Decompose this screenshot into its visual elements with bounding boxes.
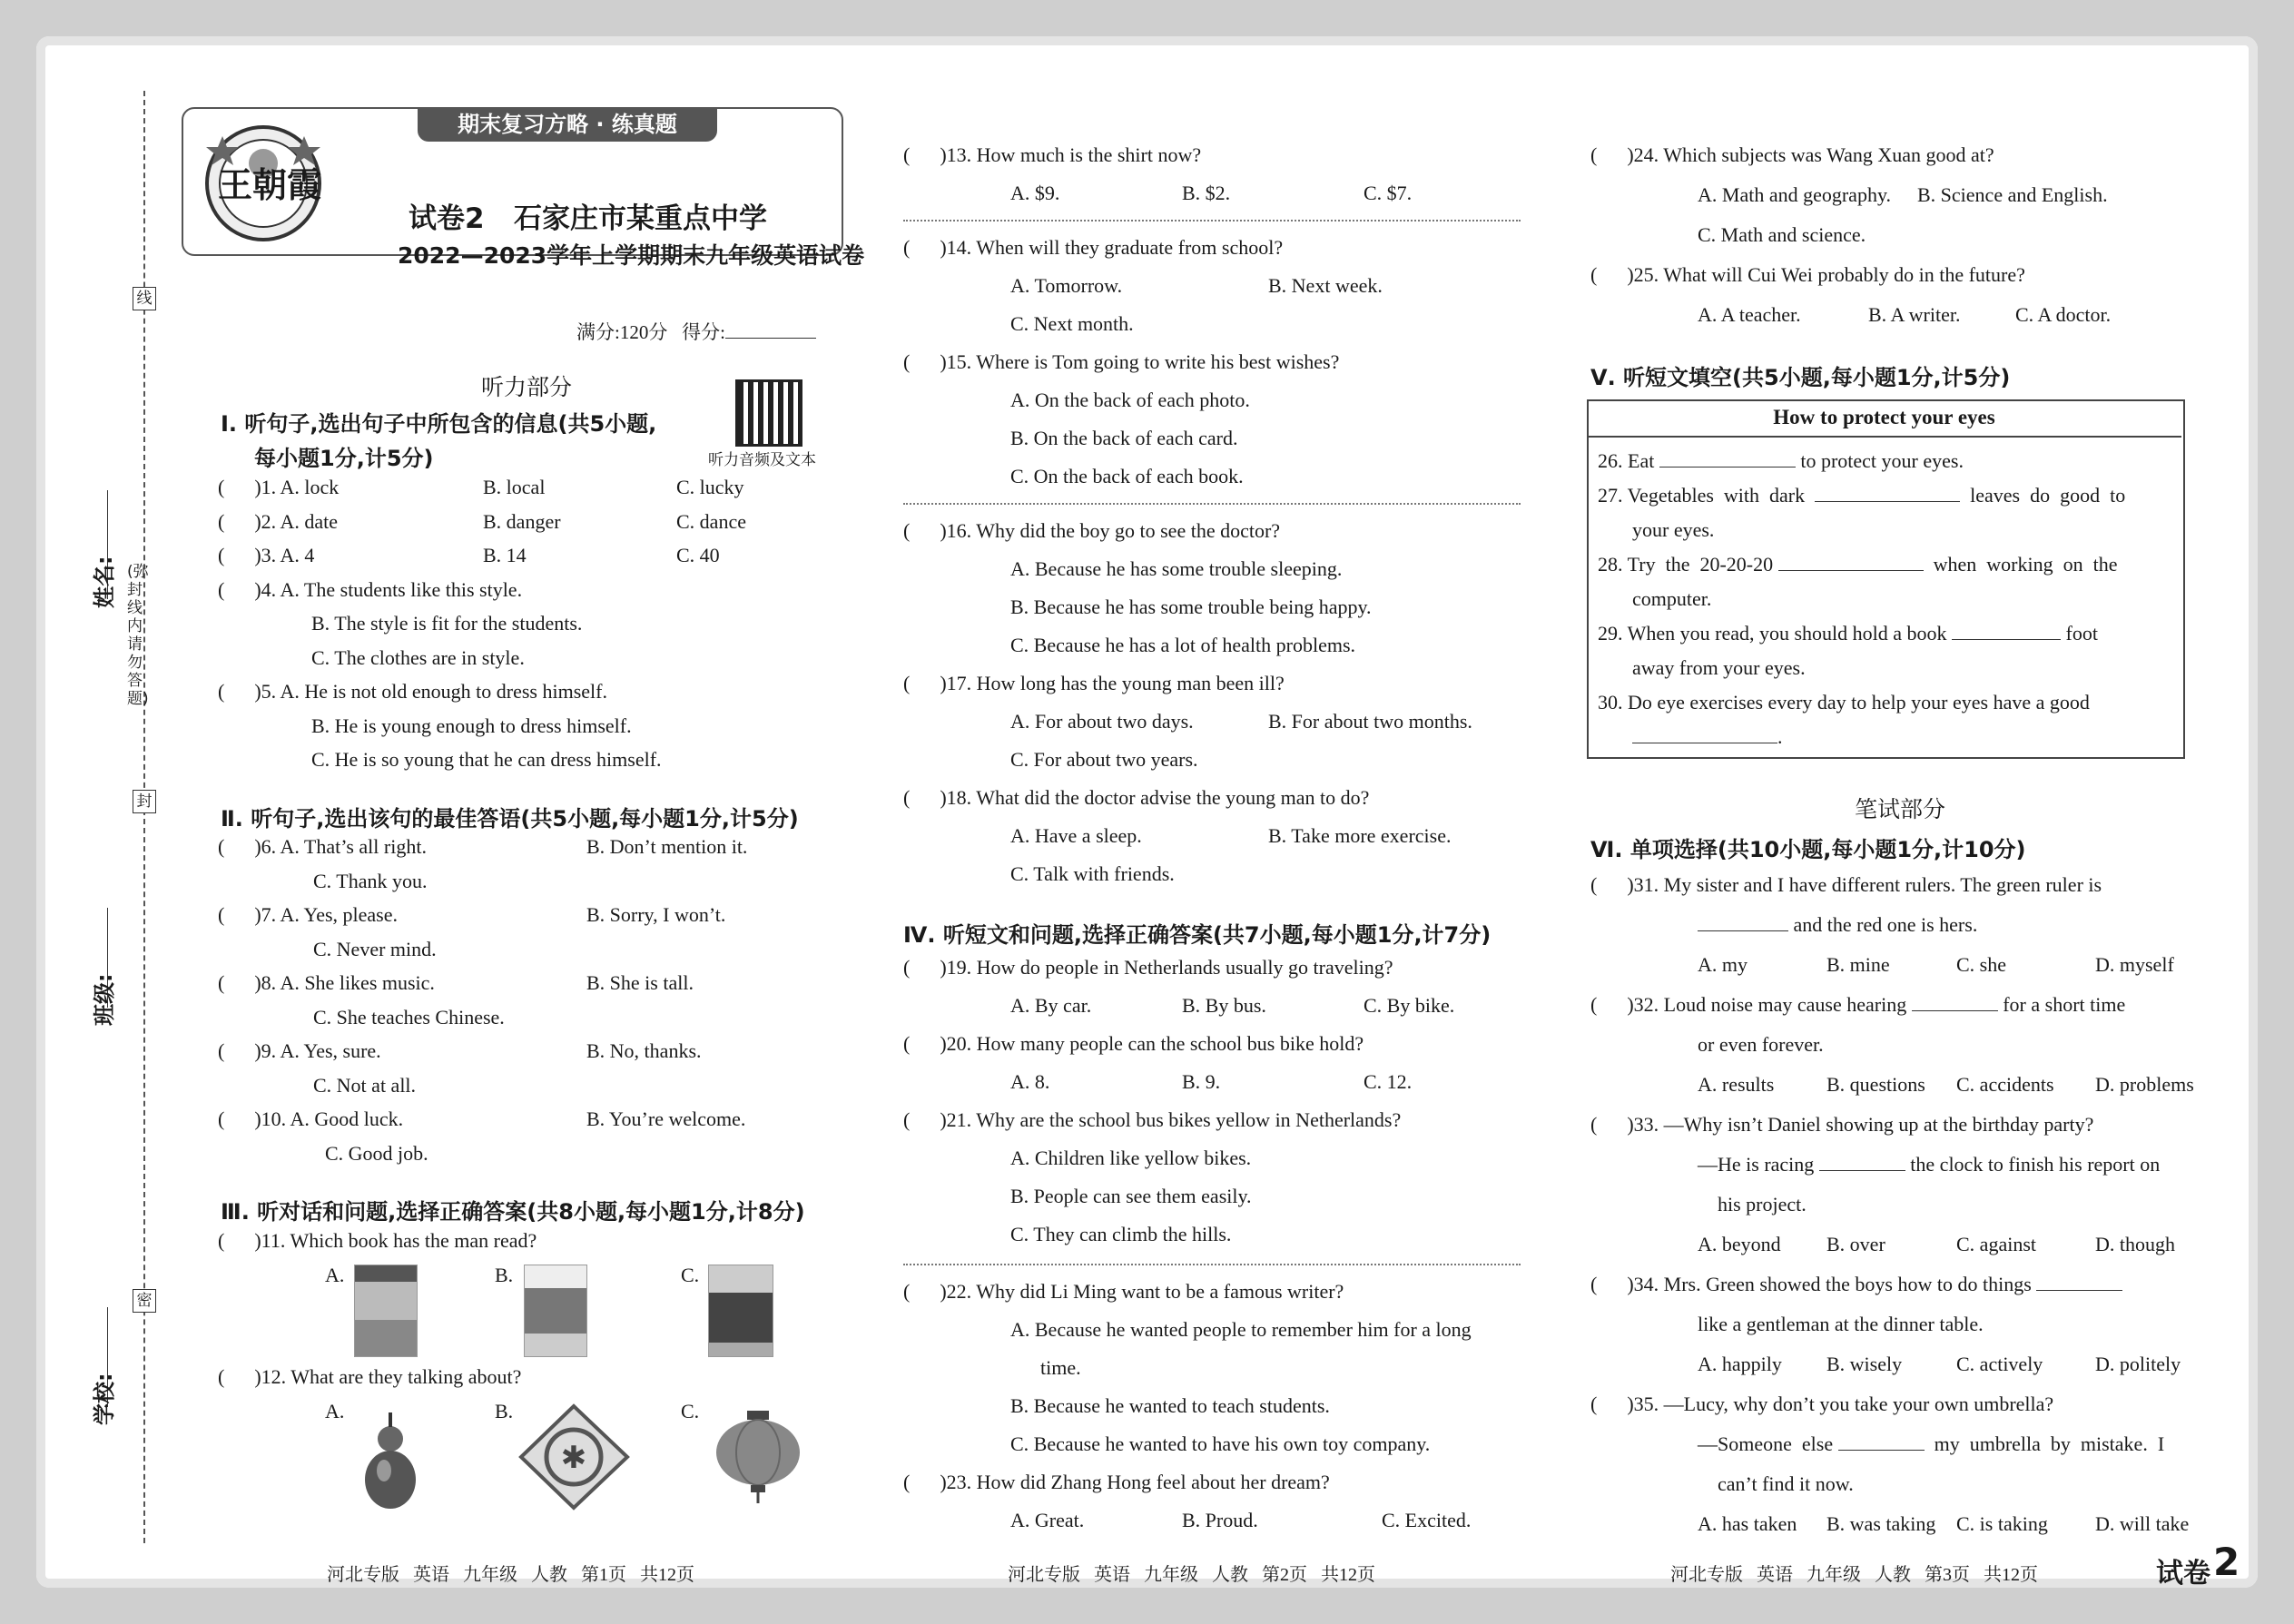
q16[interactable]: ( )16. Why did the boy go to see the doctor?	[903, 519, 1281, 542]
q20-b: B. 9.	[1182, 1070, 1221, 1093]
binding-char-seal: 封	[133, 790, 156, 813]
q5-b: B. He is young enough to dress himself.	[311, 714, 632, 737]
q35-a: A. has taken	[1698, 1512, 1797, 1535]
q16-c: C. Because he has a lot of health problems.	[1010, 634, 1356, 656]
q7-b: B. Sorry, I won’t.	[586, 903, 726, 926]
q33-cont2: his project.	[1718, 1193, 1807, 1216]
q2[interactable]: ( )2. A. date	[218, 510, 338, 533]
class-label: 班级:	[92, 973, 117, 1026]
q23-a: A. Great.	[1010, 1509, 1085, 1531]
footer-page-2: 河北专版 英语 九年级 人教 第2页 共12页	[1008, 1565, 1375, 1585]
q35[interactable]: ( )35. —Lucy, why don’t you take your own umbrella?	[1590, 1393, 2054, 1415]
f28-cont: computer.	[1632, 587, 1712, 610]
q9-b: B. No, thanks.	[586, 1039, 702, 1062]
q19[interactable]: ( )19. How do people in Netherlands usually go traveling?	[903, 956, 1393, 979]
q31-a: A. my	[1698, 953, 1748, 976]
q10-c: C. Good job.	[325, 1142, 428, 1165]
q14[interactable]: ( )14. When will they graduate from school?	[903, 236, 1284, 259]
binding-char-fold: 密	[133, 1289, 156, 1313]
q22-b: B. Because he wanted to teach students.	[1010, 1394, 1330, 1417]
q17-c: C. For about two years.	[1010, 748, 1198, 771]
q21-a: A. Children like yellow bikes.	[1010, 1147, 1252, 1169]
q24-a: A. Math and geography.	[1698, 183, 1892, 206]
q32[interactable]: ( )32. Loud noise may cause hearing for a short time	[1590, 993, 2126, 1016]
paper-label: 试卷	[2156, 1558, 2210, 1590]
q31[interactable]: ( )31. My sister and I have different rulers. The green ruler is	[1590, 873, 2102, 896]
header-banner: 期末复习方略 · 练真题	[418, 107, 717, 142]
q34-cont: like a gentleman at the dinner table.	[1698, 1313, 1984, 1335]
q12-label-c: C.	[681, 1400, 700, 1422]
score-label: 满分:120分 得分:	[576, 321, 725, 343]
q31-b: B. mine	[1826, 953, 1890, 976]
f29-cont: away from your eyes.	[1632, 656, 1806, 679]
q35-cont: —Someone else my umbrella by mistake. I	[1698, 1432, 2165, 1455]
q9-c: C. Not at all.	[313, 1074, 417, 1097]
q4-b: B. The style is fit for the students.	[311, 612, 583, 635]
q14-b: B. Next week.	[1268, 274, 1383, 297]
q21-b: B. People can see them easily.	[1010, 1185, 1252, 1207]
q11-book-a-image[interactable]	[354, 1265, 418, 1357]
q17[interactable]: ( )17. How long has the young man been ill?	[903, 672, 1285, 694]
blank-q33[interactable]	[1819, 1170, 1905, 1171]
q13-c: C. $7.	[1364, 182, 1413, 204]
q17-a: A. For about two days.	[1010, 710, 1194, 733]
q25[interactable]: ( )25. What will Cui Wei probably do in the future?	[1590, 263, 2025, 286]
blank-26[interactable]	[1659, 467, 1796, 468]
q20[interactable]: ( )20. How many people can the school bus bike hold?	[903, 1032, 1364, 1055]
q19-c: C. By bike.	[1364, 994, 1455, 1017]
q11-book-c-image[interactable]	[708, 1265, 773, 1357]
q2-c: C. dance	[676, 510, 746, 533]
q6-b: B. Don’t mention it.	[586, 835, 748, 858]
q2-b: B. danger	[483, 510, 561, 533]
q1-c: C. lucky	[676, 476, 744, 498]
q12[interactable]: ( )12. What are they talking about?	[218, 1365, 522, 1388]
q31-cont: and the red one is hers.	[1698, 913, 1977, 937]
f26: 26. Eat to protect your eyes.	[1598, 449, 1964, 472]
q25-a: A. A teacher.	[1698, 303, 1801, 326]
q22-a: A. Because he wanted people to remember him for a long	[1010, 1318, 1472, 1341]
footer-page-1: 河北专版 英语 九年级 人教 第1页 共12页	[327, 1565, 694, 1585]
section-3-title: Ⅲ. 听对话和问题,选择正确答案(共8小题,每小题1分,计8分)	[221, 1199, 805, 1225]
q18[interactable]: ( )18. What did the doctor advise the young man to do?	[903, 786, 1370, 809]
paper-title: 试卷2 石家庄市某重点中学	[409, 202, 767, 235]
paper-number: 2	[2213, 1540, 2240, 1584]
q14-a: A. Tomorrow.	[1010, 274, 1123, 297]
score-line	[576, 318, 816, 345]
q18-b: B. Take more exercise.	[1268, 824, 1452, 847]
q12-label-b: B.	[495, 1400, 514, 1422]
q15-a: A. On the back of each photo.	[1010, 389, 1250, 411]
blank-27[interactable]	[1815, 501, 1960, 502]
q11[interactable]: ( )11. Which book has the man read?	[218, 1229, 537, 1252]
section-4-title: Ⅳ. 听短文和问题,选择正确答案(共7小题,每小题1分,计7分)	[903, 922, 1492, 948]
q1-b: B. local	[483, 476, 546, 498]
q34-c: C. actively	[1956, 1353, 2043, 1375]
q35-c: C. is taking	[1956, 1512, 2048, 1535]
written-title: 笔试部分	[1855, 796, 1946, 822]
q13[interactable]: ( )13. How much is the shirt now?	[903, 143, 1202, 166]
q11-label-a: A.	[325, 1264, 345, 1286]
qr-caption: 听力音频及文本	[708, 451, 816, 469]
blank-28[interactable]	[1778, 570, 1924, 571]
q3[interactable]: ( )3. A. 4	[218, 544, 315, 566]
section-6-title: Ⅵ. 单项选择(共10小题,每小题1分,计10分)	[1590, 837, 2026, 862]
q18-c: C. Talk with friends.	[1010, 862, 1175, 885]
exam-sheet	[36, 36, 2258, 1588]
q12-lantern-image[interactable]	[713, 1409, 803, 1504]
blank-q31[interactable]	[1698, 930, 1788, 931]
q7[interactable]: ( )7. A. Yes, please.	[218, 903, 398, 926]
q32-c: C. accidents	[1956, 1073, 2054, 1096]
q34-a: A. happily	[1698, 1353, 1782, 1375]
footer-page-3: 河北专版 英语 九年级 人教 第3页 共12页	[1670, 1565, 2038, 1585]
q31-d: D. myself	[2095, 953, 2174, 976]
q4-c: C. The clothes are in style.	[311, 646, 525, 669]
q24-c: C. Math and science.	[1698, 223, 1866, 246]
q12-fu-papercut-image[interactable]	[517, 1403, 631, 1511]
section-5-title: Ⅴ. 听短文填空(共5小题,每小题1分,计5分)	[1590, 365, 2011, 390]
blank-29[interactable]	[1952, 639, 2061, 640]
blank-q35[interactable]	[1838, 1450, 1925, 1451]
f27: 27. Vegetables with dark leaves do good to	[1598, 484, 2126, 507]
section-1-title: Ⅰ. 听句子,选出句子中所包含的信息(共5小题,	[221, 411, 657, 437]
q33-c: C. against	[1956, 1233, 2036, 1255]
q23[interactable]: ( )23. How did Zhang Hong feel about her dream?	[903, 1471, 1330, 1493]
blank-q32[interactable]	[1912, 1010, 1998, 1011]
q24-b: B. Science and English.	[1917, 183, 2108, 206]
q5-c: C. He is so young that he can dress himself.	[311, 748, 662, 771]
q22-c: C. Because he wanted to have his own toy company.	[1010, 1432, 1431, 1455]
q4[interactable]: ( )4. A. The students like this style.	[218, 578, 523, 601]
q25-b: B. A writer.	[1868, 303, 1961, 326]
q10[interactable]: ( )10. A. Good luck.	[218, 1107, 404, 1130]
q8-c: C. She teaches Chinese.	[313, 1006, 505, 1029]
q23-b: B. Proud.	[1182, 1509, 1258, 1531]
divider	[903, 1264, 1521, 1265]
q35-d: D. will take	[2095, 1512, 2190, 1535]
q10-b: B. You’re welcome.	[586, 1107, 746, 1130]
q18-a: A. Have a sleep.	[1010, 824, 1142, 847]
paper-subtitle: 2022—2023学年上学期期末九年级英语试卷	[398, 242, 865, 269]
q33[interactable]: ( )33. —Why isn’t Daniel showing up at the birthday party?	[1590, 1113, 2094, 1136]
f30: 30. Do eye exercises every day to help your eyes have a good	[1598, 691, 2090, 714]
binding-char-line: 线	[133, 287, 156, 310]
q21-c: C. They can climb the hills.	[1010, 1223, 1232, 1245]
q33-d: D. though	[2095, 1233, 2175, 1255]
q8-b: B. She is tall.	[586, 971, 694, 994]
q32-b: B. questions	[1826, 1073, 1925, 1096]
q11-label-b: B.	[495, 1264, 514, 1286]
q6[interactable]: ( )6. A. That’s all right.	[218, 835, 427, 858]
q20-c: C. 12.	[1364, 1070, 1413, 1093]
blank-q34[interactable]	[2036, 1290, 2122, 1291]
qr-code-icon[interactable]	[735, 379, 802, 447]
f30-cont: .	[1632, 725, 1783, 749]
q33-cont: —He is racing the clock to finish his report on	[1698, 1153, 2161, 1176]
q19-a: A. By car.	[1010, 994, 1092, 1017]
q13-a: A. $9.	[1010, 182, 1060, 204]
q34-b: B. wisely	[1826, 1353, 1903, 1375]
f27-cont: your eyes.	[1632, 518, 1715, 541]
q32-d: D. problems	[2095, 1073, 2194, 1096]
q23-c: C. Excited.	[1382, 1509, 1472, 1531]
divider	[903, 220, 1521, 221]
q31-c: C. she	[1956, 953, 2006, 976]
score-blank[interactable]	[725, 338, 816, 339]
q11-label-c: C.	[681, 1264, 700, 1286]
school-label: 学校:	[92, 1373, 117, 1425]
q32-cont: or even forever.	[1698, 1033, 1824, 1056]
q7-c: C. Never mind.	[313, 938, 437, 960]
q11-book-b-image[interactable]	[524, 1265, 587, 1357]
q21[interactable]: ( )21. Why are the school bus bikes yellow in Netherlands?	[903, 1108, 1402, 1131]
q35-cont2: can’t find it now.	[1718, 1472, 1854, 1495]
q15[interactable]: ( )15. Where is Tom going to write his best wishes?	[903, 350, 1340, 373]
name-label: 姓名:	[92, 556, 117, 608]
q12-gourd-image[interactable]	[359, 1407, 422, 1511]
q19-b: B. By bus.	[1182, 994, 1266, 1017]
q3-c: C. 40	[676, 544, 720, 566]
q34[interactable]: ( )34. Mrs. Green showed the boys how to do things	[1590, 1273, 2122, 1296]
q17-b: B. For about two months.	[1268, 710, 1472, 733]
q20-a: A. 8.	[1010, 1070, 1050, 1093]
fill-in-table-title: How to protect your eyes	[1587, 399, 2181, 438]
q22[interactable]: ( )22. Why did Li Ming want to be a famous writer?	[903, 1280, 1344, 1303]
q8[interactable]: ( )8. A. She likes music.	[218, 971, 435, 994]
q22-a-cont: time.	[1040, 1356, 1081, 1379]
logo-text: 王朝霞	[218, 167, 322, 205]
f29: 29. When you read, you should hold a book foot	[1598, 622, 2098, 645]
q13-b: B. $2.	[1182, 182, 1231, 204]
section-1-title-b: 每小题1分,计5分)	[254, 446, 434, 471]
f28: 28. Try the 20-20-20 when working on the	[1598, 553, 2118, 576]
divider	[903, 503, 1521, 505]
q34-d: D. politely	[2095, 1353, 2181, 1375]
listening-title: 听力部分	[481, 374, 573, 400]
q15-c: C. On the back of each book.	[1010, 465, 1244, 487]
q1[interactable]: ( )1. A. lock	[218, 476, 340, 498]
section-2-title: Ⅱ. 听句子,选出该句的最佳答语(共5小题,每小题1分,计5分)	[221, 806, 799, 832]
binding-note: (弥封线内请勿答题)	[127, 563, 149, 708]
q12-label-a: A.	[325, 1400, 345, 1422]
q9[interactable]: ( )9. A. Yes, sure.	[218, 1039, 381, 1062]
q5[interactable]: ( )5. A. He is not old enough to dress himself.	[218, 680, 607, 703]
q33-a: A. beyond	[1698, 1233, 1781, 1255]
q25-c: C. A doctor.	[2015, 303, 2112, 326]
q33-b: B. over	[1826, 1233, 1885, 1255]
svg-text:✱: ✱	[560, 1440, 587, 1476]
q35-b: B. was taking	[1826, 1512, 1936, 1535]
q16-b: B. Because he has some trouble being happy.	[1010, 595, 1372, 618]
q15-b: B. On the back of each card.	[1010, 427, 1238, 449]
q24[interactable]: ( )24. Which subjects was Wang Xuan good at?	[1590, 143, 1994, 166]
q32-a: A. results	[1698, 1073, 1775, 1096]
q6-c: C. Thank you.	[313, 870, 428, 892]
q3-b: B. 14	[483, 544, 527, 566]
q16-a: A. Because he has some trouble sleeping.	[1010, 557, 1343, 580]
q14-c: C. Next month.	[1010, 312, 1134, 335]
